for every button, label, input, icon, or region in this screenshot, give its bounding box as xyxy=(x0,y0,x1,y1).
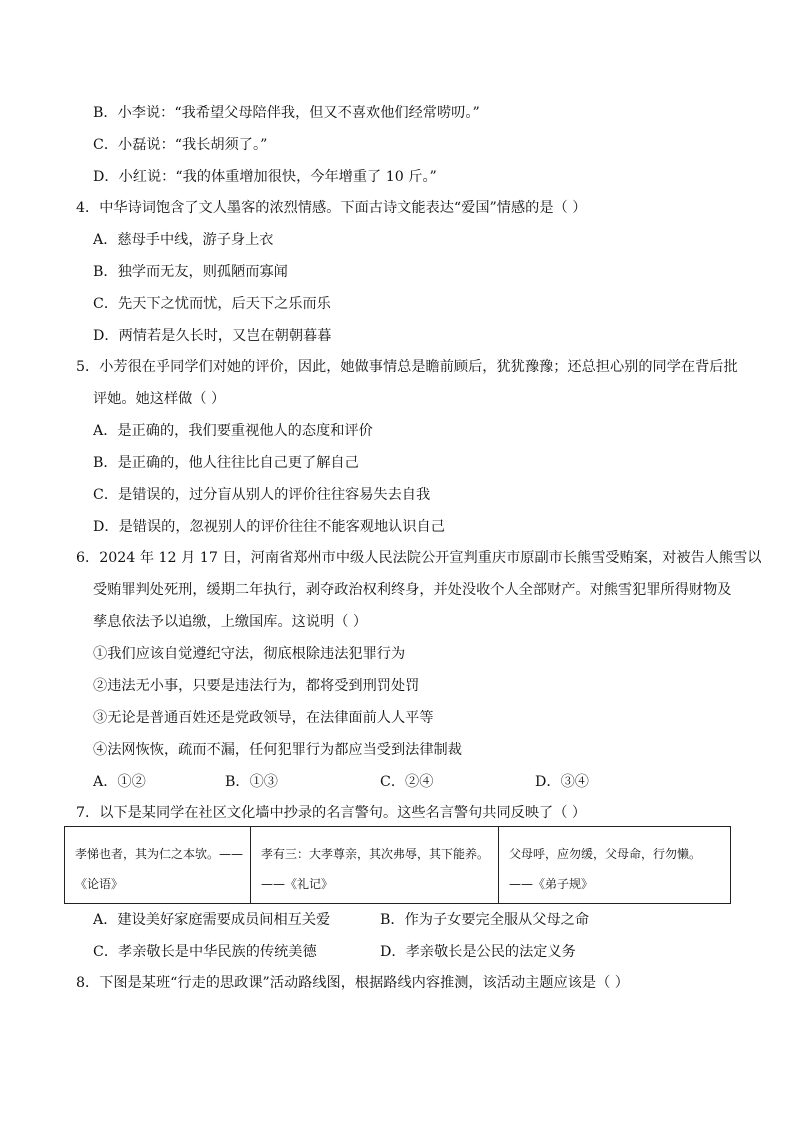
q6-stem-cont2: 孳息依法予以追缴，上缴国库。这说明（ ） xyxy=(93,614,368,630)
q4-option-c: C．先天下之忧而忧，后天下之乐而乐 xyxy=(93,296,331,312)
q3-option-b: B．小李说：“我希望父母陪伴我，但又不喜欢他们经常唠叨。” xyxy=(93,105,480,121)
quote-lunyu: 孝悌也者，其为仁之本欤。——《论语》 xyxy=(65,827,251,904)
q6-choice-c: C．②④ xyxy=(380,774,434,790)
q7-option-c: C．孝亲敬长是中华民族的传统美德 xyxy=(93,944,317,960)
q7-stem: 7．以下是某同学在社区文化墙中抄录的名言警句。这些名言警句共同反映了（ ） xyxy=(76,805,587,821)
q7-option-b: B．作为子女要完全服从父母之命 xyxy=(380,912,590,928)
q5-stem-cont: 评她。她这样做（ ） xyxy=(93,391,226,407)
q8-stem: 8．下图是某班“行走的思政课”活动路线图，根据路线内容推测，该活动主题应该是（ ） xyxy=(76,975,629,991)
q6-item-3: ③无论是普通百姓还是党政领导，在法律面前人人平等 xyxy=(93,710,434,726)
q6-item-2: ②违法无小事，只要是违法行为，都将受到刑罚处罚 xyxy=(93,678,420,694)
q6-choice-a: A．①② xyxy=(93,774,146,790)
q6-item-4: ④法网恢恢，疏而不漏，任何犯罪行为都应当受到法律制裁 xyxy=(93,742,462,758)
q5-option-b: B．是正确的，他人往往比自己更了解自己 xyxy=(93,455,359,471)
quotes-table xyxy=(64,826,731,904)
q4-option-d: D．两情若是久长时，又岂在朝朝暮暮 xyxy=(93,328,332,344)
q3-option-c: C．小磊说：“我长胡须了。” xyxy=(93,137,268,153)
q6-item-1: ①我们应该自觉遵纪守法，彻底根除违法犯罪行为 xyxy=(93,646,406,662)
q4-stem: 4．中华诗词饱含了文人墨客的浓烈情感。下面古诗文能表达“爱国”情感的是（ ） xyxy=(76,200,587,216)
q7-option-d: D．孝亲敬长是公民的法定义务 xyxy=(380,944,576,960)
q7-option-a: A．建设美好家庭需要成员间相互关爱 xyxy=(93,912,331,928)
q4-option-b: B．独学而无友，则孤陋而寡闻 xyxy=(93,264,288,280)
q3-option-d: D．小红说：“我的体重增加很快，今年增重了 10 斤。” xyxy=(93,169,437,185)
q6-stem: 6．2024 年 12 月 17 日，河南省郑州市中级人民法院公开宣判重庆市原副市长熊雪受贿案，对被告人熊雪以 xyxy=(76,550,762,566)
q6-choice-b: B．①③ xyxy=(225,774,278,790)
q5-option-a: A．是正确的，我们要重视他人的态度和评价 xyxy=(93,423,373,439)
q5-stem: 5．小芳很在乎同学们对她的评价，因此，她做事情总是瞻前顾后，犹犹豫豫；还总担心别的同学在背后批 xyxy=(76,359,738,375)
q6-choice-d: D．③④ xyxy=(535,774,589,790)
quote-liji: 孝有三：大孝尊亲，其次弗辱，其下能养。——《礼记》 xyxy=(251,827,499,904)
quote-dizigui: 父母呼，应勿缓，父母命，行勿懒。——《弟子规》 xyxy=(499,827,731,904)
q5-option-d: D．是错误的，忽视别人的评价往往不能客观地认识自己 xyxy=(93,519,445,535)
q6-stem-cont1: 受贿罪判处死刑，缓期二年执行，剥夺政治权利终身，并处没收个人全部财产。对熊雪犯罪所得财物及 xyxy=(93,582,732,598)
q5-option-c: C．是错误的，过分盲从别人的评价往往容易失去自我 xyxy=(93,487,431,503)
q4-option-a: A．慈母手中线，游子身上衣 xyxy=(93,232,274,248)
